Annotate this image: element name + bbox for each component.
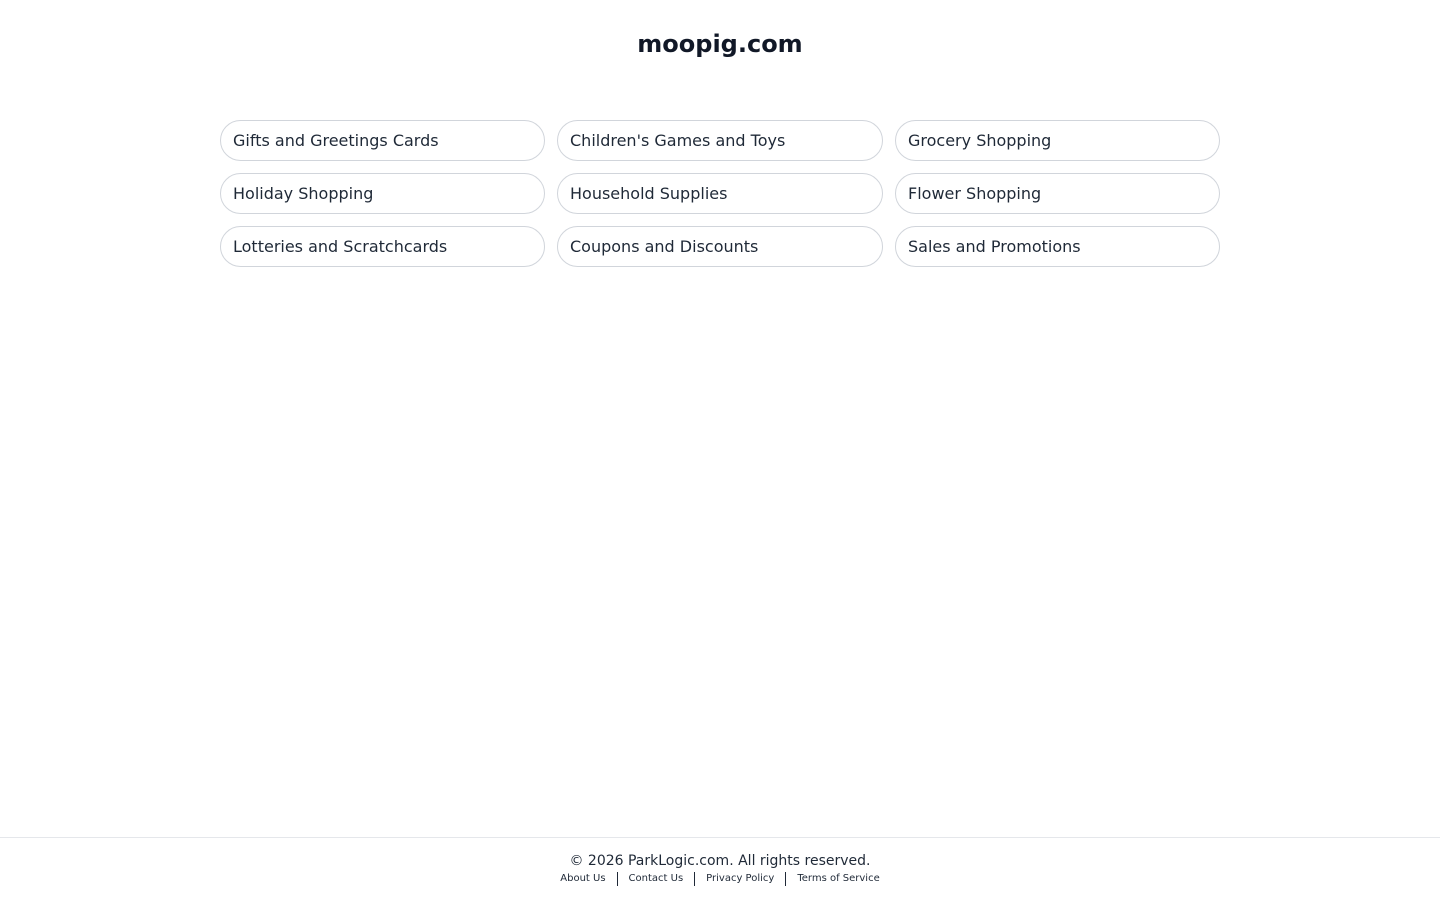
footer-link-terms-of-service[interactable]: Terms of Service	[797, 873, 880, 884]
related-link-sales-promotions[interactable]: Sales and Promotions	[895, 226, 1220, 267]
site-title: moopig.com	[637, 30, 803, 58]
related-link-coupons-discounts[interactable]: Coupons and Discounts	[557, 226, 883, 267]
footer-link-about-us[interactable]: About Us	[560, 873, 606, 884]
footer-divider	[694, 872, 695, 886]
footer	[0, 837, 1440, 900]
footer-link-contact-us[interactable]: Contact Us	[628, 873, 684, 884]
related-link-flower-shopping[interactable]: Flower Shopping	[895, 173, 1220, 214]
footer-divider	[617, 872, 618, 886]
related-link-lotteries-scratchcards[interactable]: Lotteries and Scratchcards	[220, 226, 545, 267]
related-link-holiday-shopping[interactable]: Holiday Shopping	[220, 173, 545, 214]
related-link-gifts-greetings-cards[interactable]: Gifts and Greetings Cards	[220, 120, 545, 161]
related-link-childrens-games-toys[interactable]: Children's Games and Toys	[557, 120, 883, 161]
footer-link-privacy-policy[interactable]: Privacy Policy	[706, 873, 775, 884]
related-links-grid	[220, 120, 1220, 267]
related-link-household-supplies[interactable]: Household Supplies	[557, 173, 883, 214]
copyright-text: © 2026 ParkLogic.com. All rights reserved.	[569, 853, 871, 869]
footer-links	[0, 872, 1440, 886]
related-link-grocery-shopping[interactable]: Grocery Shopping	[895, 120, 1220, 161]
footer-divider	[785, 872, 786, 886]
